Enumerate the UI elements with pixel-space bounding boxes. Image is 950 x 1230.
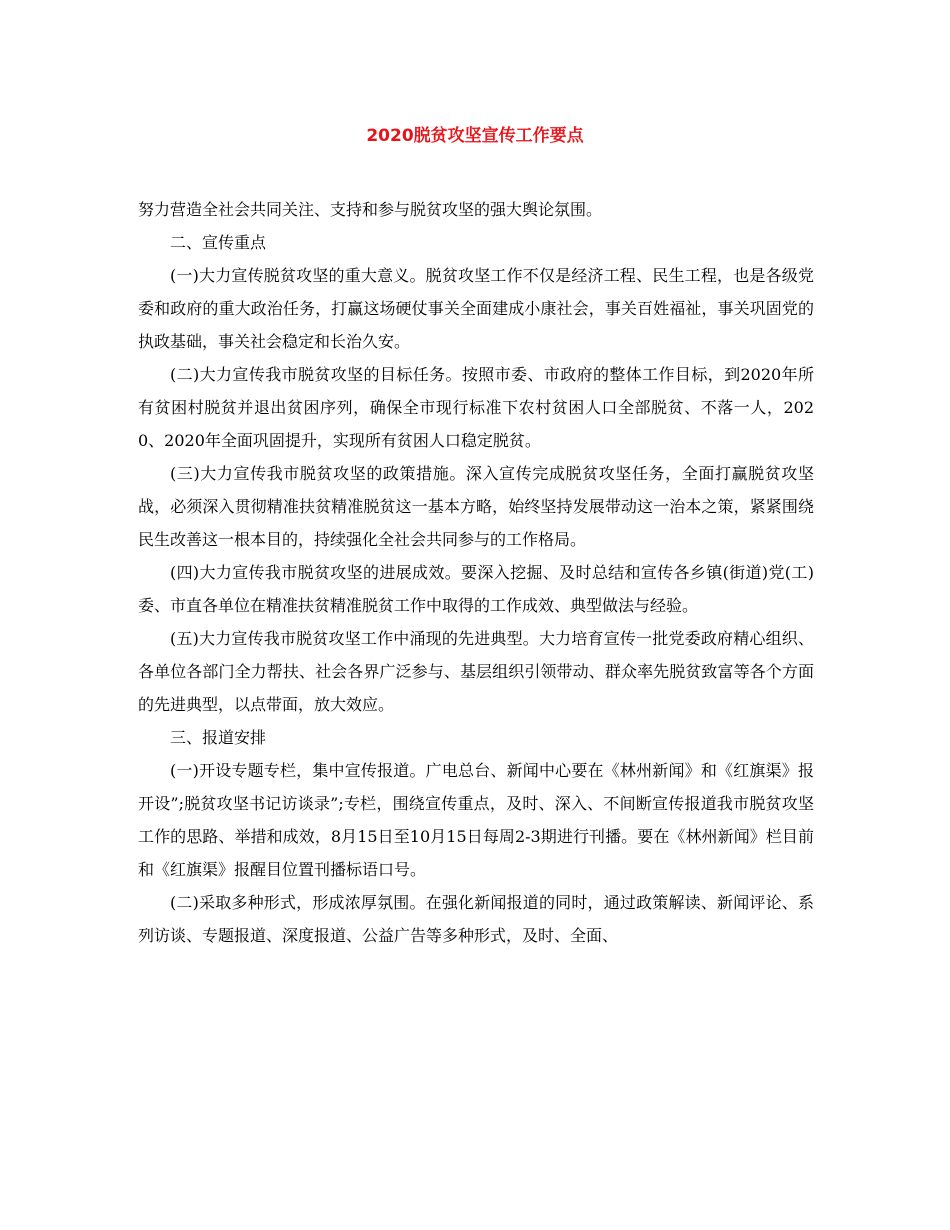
document-title: 2020脱贫攻坚宣传工作要点 bbox=[366, 126, 584, 146]
section-heading-reporting-arrangements: 三、报道安排 bbox=[170, 728, 267, 747]
paragraph-focus-5: (五)大力宣传我市脱贫攻坚工作中涌现的先进典型。大力培育宣传一批党委政府精心组织、各单位各部门全力帮扶、社会各界广泛参与、基层组织引领带动、群众率先脱贫致富等各个方面的先进典型，以点带面，放大效应。 bbox=[138, 629, 814, 714]
document-body bbox=[138, 193, 814, 952]
paragraph-focus-1: (一)大力宣传脱贫攻坚的重大意义。脱贫攻坚工作不仅是经济工程、民生工程，也是各级党委和政府的重大政治任务，打赢这场硬仗事关全面建成小康社会，事关百姓福祉，事关巩固党的执政基础，事关社会稳定和长治久安。 bbox=[138, 266, 814, 351]
section-heading-publicity-focus: 二、宣传重点 bbox=[170, 233, 267, 252]
paragraph-arrangement-2: (二)采取多种形式，形成浓厚氛围。在强化新闻报道的同时，通过政策解读、新闻评论、系列访谈、专题报道、深度报道、公益广告等多种形式，及时、全面、 bbox=[138, 893, 814, 945]
paragraph-focus-3: (三)大力宣传我市脱贫攻坚的政策措施。深入宣传完成脱贫攻坚任务，全面打赢脱贫攻坚战，必须深入贯彻精准扶贫精准脱贫这一基本方略，始终坚持发展带动这一治本之策，紧紧围绕民生改善这一根本目的，持续强化全社会共同参与的工作格局。 bbox=[138, 464, 814, 549]
paragraph-continuation: 努力营造全社会共同关注、支持和参与脱贫攻坚的强大舆论氛围。 bbox=[138, 200, 603, 219]
paragraph-focus-2: (二)大力宣传我市脱贫攻坚的目标任务。按照市委、市政府的整体工作目标，到2020年所有贫困村脱贫并退出贫困序列，确保全市现行标准下农村贫困人口全部脱贫、不落一人，2020、2020年全面巩固提升，实现所有贫困人口稳定脱贫。 bbox=[138, 365, 814, 450]
paragraph-focus-4: (四)大力宣传我市脱贫攻坚的进展成效。要深入挖掘、及时总结和宣传各乡镇(街道)党(工)委、市直各单位在精准扶贫精准脱贫工作中取得的工作成效、典型做法与经验。 bbox=[138, 563, 814, 615]
paragraph-arrangement-1: (一)开设专题专栏，集中宣传报道。广电总台、新闻中心要在《林州新闻》和《红旗渠》报开设”;脱贫攻坚书记访谈录”;专栏，围绕宣传重点，及时、深入、不间断宣传报道我市脱贫攻坚工作的思路、举措和成效，8月15日至10月15日每周2-3期进行刊播。要在《林州新闻》栏目前和《红旗渠》报醒目位置刊播标语口号。 bbox=[138, 761, 814, 879]
